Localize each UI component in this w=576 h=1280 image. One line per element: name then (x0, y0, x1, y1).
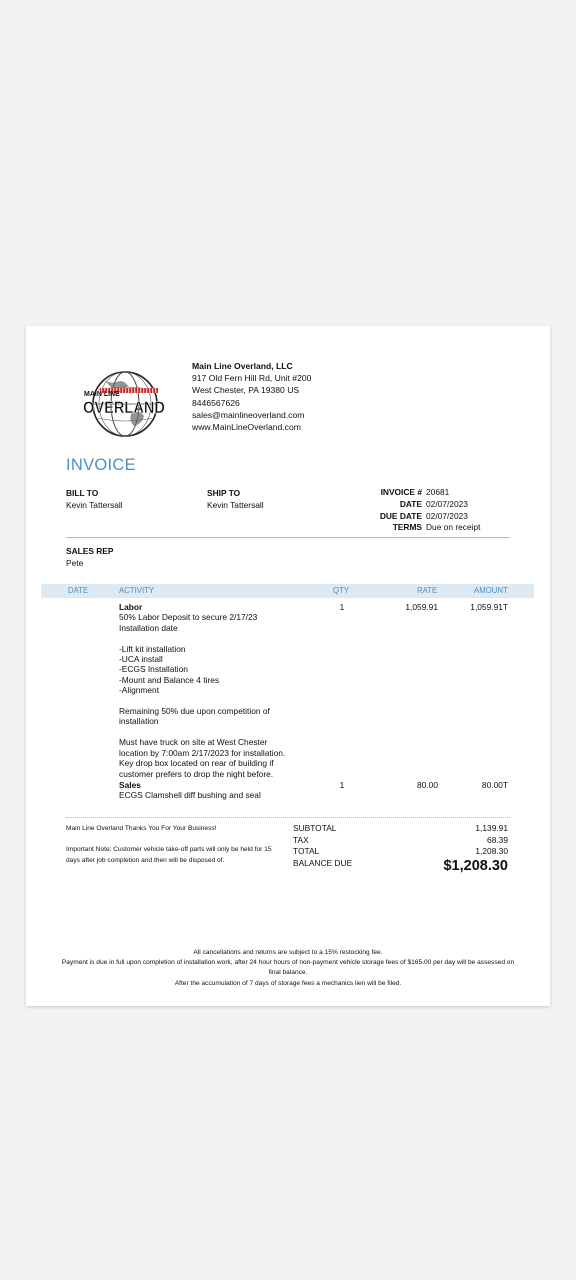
sales-rep-name: Pete (66, 558, 84, 568)
row-amount: 80.00T (481, 780, 508, 790)
company-info (192, 360, 311, 433)
company-address-2: West Chester, PA 19380 US (192, 385, 300, 396)
subtotal-value: 1,139.91 (475, 823, 508, 833)
footer-terms (56, 948, 520, 989)
footer-line-3: After the accumulation of 7 days of storage fees a mechanics lien will be filed. (174, 979, 402, 987)
table-header (41, 584, 534, 598)
invoice-number: 20681 (426, 487, 450, 497)
invoice-number-row (326, 487, 510, 499)
ship-to-name: Kevin Tattersall (207, 500, 264, 510)
col-qty-header: QTY (333, 586, 350, 595)
table-end-divider (66, 817, 510, 818)
col-rate-header: RATE (417, 586, 438, 595)
subtotal-label: SUBTOTAL (293, 823, 337, 833)
balance-due-label: BALANCE DUE (293, 857, 353, 868)
terms-label: TERMS (392, 522, 422, 533)
totals-values (406, 823, 508, 875)
row-qty: 1 (339, 602, 345, 612)
row-amount: 1,059.91T (470, 602, 508, 612)
total-value: 1,208.30 (475, 846, 508, 857)
col-amount-header: AMOUNT (474, 586, 508, 595)
thanks-note: Main Line Overland Thanks You For Your Business! (66, 825, 217, 832)
ship-to-label: SHIP TO (207, 488, 241, 498)
invoice-date: 02/07/2023 (426, 498, 468, 509)
bill-to-block (66, 487, 123, 511)
logo-text-top: MAIN LINE (84, 391, 120, 398)
table-row (119, 602, 309, 779)
sales-rep-label: SALES REP (66, 546, 114, 556)
header-divider (66, 537, 510, 538)
footer-line-1: All cancellations and returns are subject to a 15% restocking fee. (193, 949, 383, 956)
invoice-number-label: INVOICE # (380, 487, 422, 497)
row-rate: 1,059.91 (405, 602, 438, 612)
globe-logo-icon (80, 366, 170, 442)
total-label: TOTAL (293, 846, 320, 857)
invoice-page (26, 326, 550, 1006)
company-website[interactable]: www.MainLineOverland.com (192, 422, 301, 433)
due-date: 02/07/2023 (426, 510, 468, 521)
footer-line-2: Payment is due in full upon completion of installation work, after 24 hour hours of non-payment vehicle storage fees of $165.00 per day will be assessed on final balance. (61, 959, 515, 977)
due-date-row (326, 511, 510, 523)
totals-labels (293, 823, 352, 869)
terms-row (326, 522, 510, 534)
important-note: Important Note: Customer vehicle take-off parts will only be held for 15 days after job completion and then will be disposed of. (66, 846, 272, 864)
company-logo (80, 366, 170, 442)
row-description: ECGS Clamshell diff bushing and seal (119, 790, 261, 801)
row-description: 50% Labor Deposit to secure 2/17/23 Installation date -Lift kit installation -UCA install -ECGS Installation -Mount and Balance 4 tires -Alignment Remaining 50% due upon competition of installation Must have truck on site at West Chester location by 7:00am 2/17/2023 for installation. Key drop box located on rear of building if customer prefers to drop the night before. (119, 612, 286, 779)
company-phone: 8446567626 (192, 397, 240, 408)
invoice-date-row (326, 499, 510, 511)
balance-due-value: $1,208.30 (443, 857, 508, 874)
ship-to-block (207, 487, 264, 511)
tax-value: 68.39 (487, 834, 508, 845)
tax-label: TAX (293, 834, 309, 845)
invoice-title: INVOICE (66, 456, 136, 474)
company-email[interactable]: sales@mainlineoverland.com (192, 409, 305, 420)
invoice-date-label: DATE (399, 498, 422, 509)
row-rate: 80.00 (417, 780, 438, 790)
bill-to-label: BILL TO (66, 488, 99, 498)
bill-to-name: Kevin Tattersall (66, 500, 123, 510)
company-name: Main Line Overland, LLC (192, 361, 293, 371)
terms-value: Due on receipt (426, 522, 481, 533)
row-activity: Labor (119, 602, 143, 612)
due-date-label: DUE DATE (379, 510, 422, 521)
company-address-1: 917 Old Fern Hill Rd, Unit #200 (192, 373, 312, 384)
logo-text-main: OVERLAND (83, 398, 165, 417)
col-activity-header: ACTIVITY (119, 586, 155, 595)
row-qty: 1 (339, 780, 345, 790)
col-date-header: DATE (68, 586, 89, 595)
row-activity: Sales (119, 780, 141, 790)
invoice-meta (326, 487, 510, 534)
sales-rep-block (66, 545, 113, 569)
table-row (119, 780, 319, 801)
